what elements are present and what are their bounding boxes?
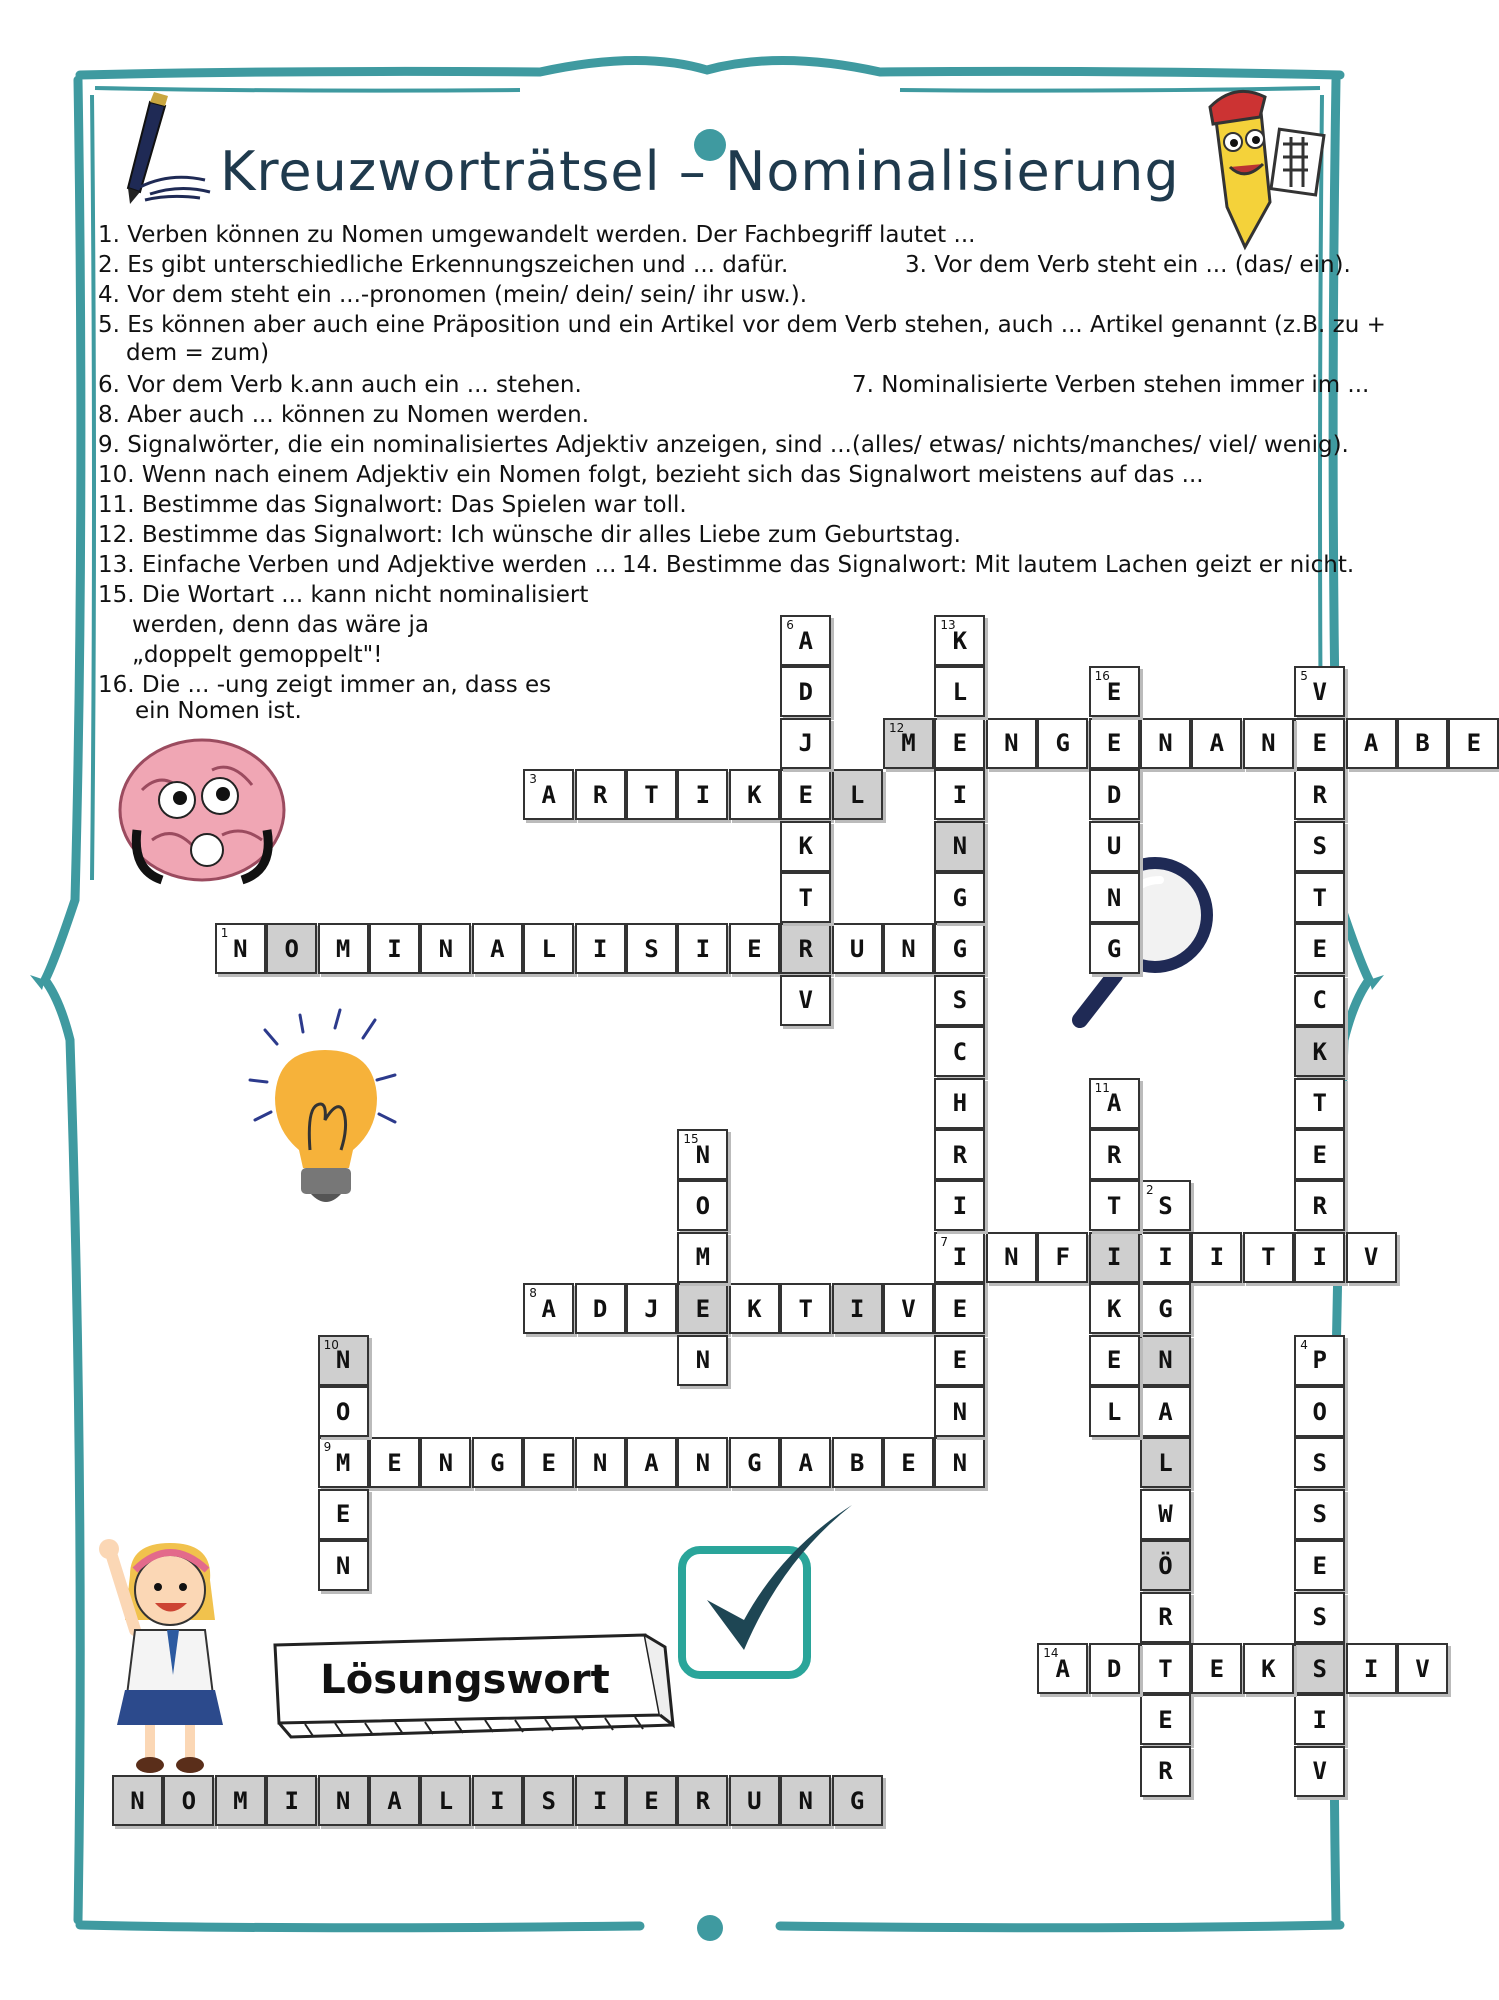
clue-5: 5. Es können aber auch eine Präposition und ein Artikel vor dem Verb stehen, auch ... Artikel genannt (z.B. zu + <box>98 312 1386 338</box>
crossword-cell[interactable]: I <box>934 769 985 820</box>
crossword-cell[interactable]: V <box>1346 1232 1397 1283</box>
crossword-cell[interactable]: D <box>1089 1643 1140 1694</box>
crossword-cell[interactable]: B <box>1397 718 1448 769</box>
crossword-cell[interactable]: S <box>1294 1437 1345 1488</box>
clue-number: 8 <box>529 1286 537 1301</box>
crossword-cell[interactable]: S <box>1294 821 1345 872</box>
crossword-cell[interactable]: T <box>1140 1643 1191 1694</box>
crossword-cell[interactable]: N <box>986 1232 1037 1283</box>
solution-cell[interactable]: A <box>369 1775 420 1826</box>
crossword-cell[interactable]: I <box>677 769 728 820</box>
crossword-cell[interactable]: M <box>318 923 369 974</box>
clue-4: 4. Vor dem steht ein ...-pronomen (mein/ dein/ sein/ ihr usw.). <box>98 282 808 308</box>
solution-cell[interactable]: S <box>523 1775 574 1826</box>
crossword-cell[interactable]: K 13 <box>934 615 985 666</box>
clue-9: 9. Signalwörter, die ein nominalisiertes Adjektiv anzeigen, sind ...(alles/ etwas/ nichts/manches/ viel/ wenig). <box>98 432 1349 458</box>
clue-number: 6 <box>786 618 794 632</box>
crossword-cell[interactable]: U <box>1089 821 1140 872</box>
crossword-cell[interactable]: F <box>1037 1232 1088 1283</box>
crossword-cell[interactable]: N <box>420 923 471 974</box>
clue-number: 12 <box>889 720 905 735</box>
crossword-cell[interactable]: I <box>369 923 420 974</box>
crossword-cell[interactable]: E <box>369 1437 420 1488</box>
crossword-cell[interactable]: I <box>575 923 626 974</box>
brain-mascot-icon <box>112 730 292 890</box>
crossword-cell[interactable]: R <box>780 923 831 974</box>
crossword-cell[interactable]: A <box>1346 718 1397 769</box>
crossword-cell[interactable]: L <box>934 666 985 717</box>
crossword-cell[interactable]: N 15 <box>677 1129 728 1180</box>
clue-number: 5 <box>1300 669 1308 684</box>
crossword-cell[interactable]: E <box>729 923 780 974</box>
crossword-cell[interactable]: G <box>729 1437 780 1488</box>
crossword-cell[interactable]: R <box>1294 1180 1345 1231</box>
solution-label: Lösungswort <box>320 1657 610 1703</box>
crossword-cell[interactable]: S <box>1294 1592 1345 1643</box>
crossword-cell[interactable]: I <box>1089 1232 1140 1283</box>
crossword-cell[interactable]: G <box>1140 1283 1191 1334</box>
crossword-cell[interactable]: M <box>677 1232 728 1283</box>
crossword-cell[interactable]: E <box>677 1283 728 1334</box>
crossword-cell[interactable]: B <box>832 1437 883 1488</box>
crossword-cell[interactable]: O <box>266 923 317 974</box>
crossword-cell[interactable]: I <box>1191 1232 1242 1283</box>
crossword-cell[interactable]: N <box>1140 718 1191 769</box>
crossword-cell[interactable]: N <box>883 923 934 974</box>
crossword-cell[interactable]: N <box>677 1437 728 1488</box>
crossword-cell[interactable]: M 12 <box>883 718 934 769</box>
crossword-cell[interactable]: E <box>1294 1129 1345 1180</box>
crossword-cell[interactable]: I <box>1294 1694 1345 1745</box>
crossword-cell[interactable]: T <box>780 1283 831 1334</box>
clue-15-cont-2: „doppelt gemoppelt"! <box>132 642 383 668</box>
clue-15-cont-1: werden, denn das wäre ja <box>132 612 429 638</box>
clue-13: 13. Einfache Verben und Adjektive werden ... <box>98 552 617 578</box>
crossword-cell[interactable]: N <box>1243 718 1294 769</box>
magnifying-glass-icon <box>1060 850 1220 1050</box>
clue-number: 7 <box>940 1234 949 1249</box>
crossword-cell[interactable]: N <box>1140 1335 1191 1386</box>
crossword-cell[interactable]: E 16 <box>1089 666 1140 717</box>
crossword-cell[interactable]: K <box>780 821 831 872</box>
crossword-cell[interactable]: N 1 <box>215 923 266 974</box>
crossword-cell[interactable]: I <box>677 923 728 974</box>
crossword-cell[interactable]: A <box>780 1437 831 1488</box>
crossword-cell[interactable]: I <box>1140 1232 1191 1283</box>
crossword-cell[interactable]: E <box>883 1437 934 1488</box>
crossword-cell[interactable]: M 9 <box>318 1437 369 1488</box>
clue-11: 11. Bestimme das Signalwort: Das Spielen war toll. <box>98 492 687 518</box>
clue-14: 14. Bestimme das Signalwort: Mit lautem Lachen geizt er nicht. <box>622 552 1355 578</box>
crossword-cell[interactable]: N <box>420 1437 471 1488</box>
crossword-cell[interactable]: I <box>1294 1232 1345 1283</box>
crossword-cell[interactable]: V <box>1397 1643 1448 1694</box>
crossword-cell[interactable]: E <box>934 1283 985 1334</box>
crossword-cell[interactable]: S <box>1294 1643 1345 1694</box>
clue-2: 2. Es gibt unterschiedliche Erkennungszeichen und ... dafür. <box>98 252 789 278</box>
crossword-cell[interactable]: E <box>1140 1694 1191 1745</box>
crossword-cell[interactable]: P 4 <box>1294 1335 1345 1386</box>
crossword-cell[interactable]: L <box>832 769 883 820</box>
crossword-cell[interactable]: L <box>1089 1386 1140 1437</box>
crossword-cell[interactable]: R <box>575 769 626 820</box>
clue-6: 6. Vor dem Verb k.ann auch ein ... stehen. <box>98 372 582 398</box>
clue-7: 7. Nominalisierte Verben stehen immer im ... <box>852 372 1370 398</box>
page-title: Kreuzworträtsel – Nominalisierung <box>220 140 1180 203</box>
crossword-cell[interactable]: N <box>986 718 1037 769</box>
crossword-cell[interactable]: E <box>1448 718 1499 769</box>
crossword-cell[interactable]: U <box>832 923 883 974</box>
crossword-cell[interactable]: H <box>934 1078 985 1129</box>
solution-cell[interactable]: N <box>780 1775 831 1826</box>
crossword-cell[interactable]: E <box>1294 718 1345 769</box>
crossword-cell[interactable]: K <box>729 769 780 820</box>
crossword-cell[interactable]: R <box>1140 1592 1191 1643</box>
crossword-cell[interactable]: K <box>1294 1026 1345 1077</box>
crossword-cell[interactable]: E <box>934 718 985 769</box>
crossword-cell[interactable]: C <box>1294 975 1345 1026</box>
crossword-cell[interactable]: A 14 <box>1037 1643 1088 1694</box>
crossword-cell[interactable]: E <box>1089 1335 1140 1386</box>
clue-number: 4 <box>1300 1337 1308 1352</box>
crossword-cell[interactable]: N <box>934 1386 985 1437</box>
crossword-cell[interactable]: S <box>626 923 677 974</box>
crossword-cell[interactable]: W <box>1140 1489 1191 1540</box>
crossword-cell[interactable]: A <box>1140 1386 1191 1437</box>
clue-12: 12. Bestimme das Signalwort: Ich wünsche dir alles Liebe zum Geburtstag. <box>98 522 961 548</box>
crossword-cell[interactable]: V 5 <box>1294 666 1345 717</box>
solution-cell[interactable]: U <box>729 1775 780 1826</box>
solution-cell[interactable]: R <box>677 1775 728 1826</box>
solution-cell[interactable]: O <box>163 1775 214 1826</box>
crossword-cell[interactable]: L <box>523 923 574 974</box>
clue-number: 9 <box>323 1440 332 1455</box>
crossword-cell[interactable]: V <box>883 1283 934 1334</box>
crossword-cell[interactable]: R <box>934 1129 985 1180</box>
crossword-cell[interactable]: Ö <box>1140 1540 1191 1591</box>
crossword-cell[interactable]: S 2 <box>1140 1180 1191 1231</box>
clue-number: 3 <box>529 772 537 787</box>
crossword-cell[interactable]: G <box>1089 923 1140 974</box>
crossword-cell[interactable]: E <box>1089 718 1140 769</box>
crossword-cell[interactable]: E <box>934 1335 985 1386</box>
solution-cell[interactable]: I <box>472 1775 523 1826</box>
clue-16: 16. Die ... -ung zeigt immer an, dass es <box>98 672 552 698</box>
crossword-cell[interactable]: N <box>1089 872 1140 923</box>
crossword-cell[interactable]: O <box>1294 1386 1345 1437</box>
crossword-cell[interactable]: D <box>575 1283 626 1334</box>
crossword-cell[interactable]: J <box>626 1283 677 1334</box>
solution-cell[interactable]: I <box>266 1775 317 1826</box>
clue-8: 8. Aber auch ... können zu Nomen werden. <box>98 402 590 428</box>
crossword-cell[interactable]: A 8 <box>523 1283 574 1334</box>
crossword-cell[interactable]: V <box>1294 1746 1345 1797</box>
solution-cell[interactable]: N <box>318 1775 369 1826</box>
crossword-cell[interactable]: I <box>832 1283 883 1334</box>
clue-3: 3. Vor dem Verb steht ein ... (das/ ein). <box>905 252 1351 278</box>
crossword-cell[interactable]: S <box>934 975 985 1026</box>
crossword-cell[interactable]: T <box>626 769 677 820</box>
crossword-cell[interactable]: S <box>1294 1489 1345 1540</box>
pen-icon <box>110 92 220 207</box>
crossword-cell[interactable]: E <box>1294 923 1345 974</box>
crossword-cell[interactable]: T <box>1294 1078 1345 1129</box>
solution-cell[interactable]: L <box>420 1775 471 1826</box>
crossword-cell[interactable]: E <box>523 1437 574 1488</box>
crossword-cell[interactable]: N 10 <box>318 1335 369 1386</box>
crossword-cell[interactable]: I 7 <box>934 1232 985 1283</box>
solution-cell[interactable]: M <box>215 1775 266 1826</box>
crossword-cell[interactable]: A 6 <box>780 615 831 666</box>
clue-number: 13 <box>940 618 956 632</box>
crossword-cell[interactable]: G <box>472 1437 523 1488</box>
crossword-cell[interactable]: K <box>1243 1643 1294 1694</box>
crossword-cell[interactable]: R <box>1294 769 1345 820</box>
clue-number: 14 <box>1043 1646 1059 1660</box>
girl-mascot-icon <box>95 1535 250 1780</box>
crossword-cell[interactable]: N <box>575 1437 626 1488</box>
crossword-cell[interactable]: E <box>1294 1540 1345 1591</box>
crossword-cell[interactable]: E <box>318 1489 369 1540</box>
clue-15: 15. Die Wortart ... kann nicht nominalisiert <box>98 582 589 608</box>
crossword-cell[interactable]: N <box>934 1437 985 1488</box>
crossword-cell[interactable]: N <box>318 1540 369 1591</box>
clue-number: 15 <box>683 1132 699 1146</box>
crossword-cell[interactable]: N <box>934 821 985 872</box>
crossword-cell[interactable]: A <box>472 923 523 974</box>
light-bulb-icon <box>245 1010 415 1210</box>
crossword-cell[interactable]: O <box>318 1386 369 1437</box>
solution-cell[interactable]: I <box>575 1775 626 1826</box>
crossword-cell[interactable]: G <box>934 923 985 974</box>
crossword-cell[interactable]: C <box>934 1026 985 1077</box>
solution-cell[interactable]: G <box>832 1775 883 1826</box>
crossword-cell[interactable]: T <box>1294 872 1345 923</box>
crossword-cell[interactable]: L <box>1140 1437 1191 1488</box>
clue-number: 11 <box>1094 1080 1110 1095</box>
crossword-cell[interactable]: G <box>934 872 985 923</box>
solution-cell[interactable]: E <box>626 1775 677 1826</box>
crossword-cell[interactable]: K <box>729 1283 780 1334</box>
crossword-cell[interactable]: G <box>1037 718 1088 769</box>
crossword-cell[interactable]: N <box>677 1335 728 1386</box>
crossword-cell[interactable]: D <box>780 666 831 717</box>
crossword-cell[interactable]: T <box>1089 1180 1140 1231</box>
crossword-cell[interactable]: A <box>1191 718 1242 769</box>
clue-10: 10. Wenn nach einem Adjektiv ein Nomen folgt, bezieht sich das Signalwort meistens auf das ... <box>98 462 1204 488</box>
crossword-cell[interactable]: A 11 <box>1089 1078 1140 1129</box>
check-mark-icon <box>672 1500 862 1690</box>
crossword-cell[interactable]: O <box>677 1180 728 1231</box>
crossword-cell[interactable]: A 3 <box>523 769 574 820</box>
crossword-cell[interactable]: T <box>1243 1232 1294 1283</box>
crossword-cell[interactable]: V <box>780 975 831 1026</box>
clue-16-cont: ein Nomen ist. <box>135 698 302 724</box>
crossword-cell[interactable]: I <box>934 1180 985 1231</box>
crossword-cell[interactable]: A <box>626 1437 677 1488</box>
clue-number: 1 <box>220 926 229 941</box>
crossword-cell[interactable]: D <box>1089 769 1140 820</box>
crossword-cell[interactable]: K <box>1089 1283 1140 1334</box>
clue-1: 1. Verben können zu Nomen umgewandelt werden. Der Fachbegriff lautet ... <box>98 222 976 248</box>
crossword-cell[interactable]: E <box>1191 1643 1242 1694</box>
crossword-cell[interactable]: J <box>780 718 831 769</box>
clue-5-cont: dem = zum) <box>126 340 270 366</box>
crossword-cell[interactable]: E <box>780 769 831 820</box>
pencil-mascot-icon <box>1185 82 1325 252</box>
crossword-cell[interactable]: T <box>780 872 831 923</box>
clue-number: 10 <box>323 1337 339 1352</box>
clue-number: 2 <box>1146 1183 1154 1198</box>
solution-cell[interactable]: N <box>112 1775 163 1826</box>
crossword-cell[interactable]: R <box>1140 1746 1191 1797</box>
crossword-cell[interactable]: I <box>1346 1643 1397 1694</box>
clue-number: 16 <box>1094 669 1110 684</box>
crossword-cell[interactable]: R <box>1089 1129 1140 1180</box>
